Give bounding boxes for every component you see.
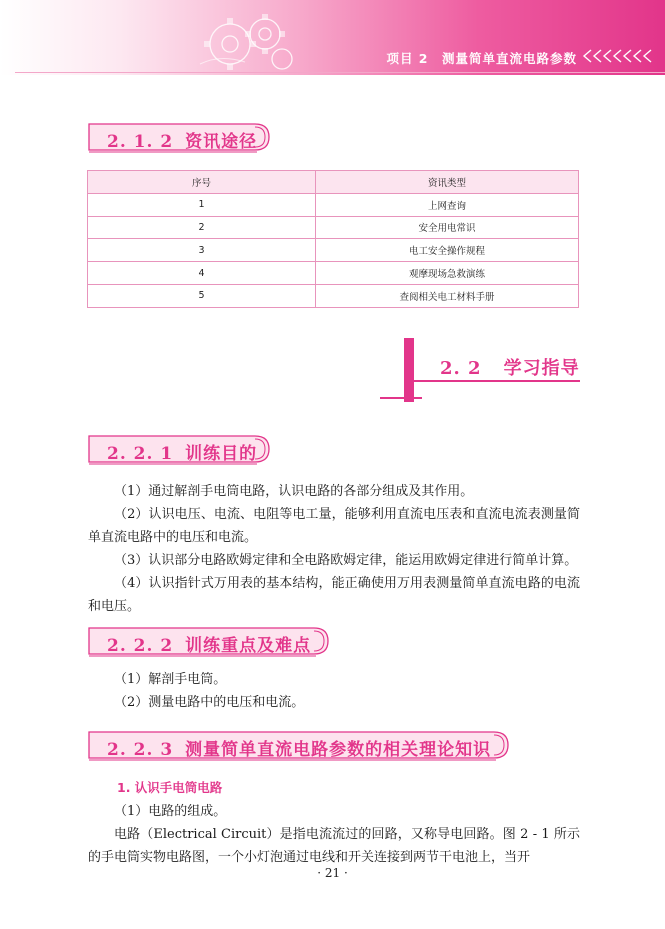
section-heading-2-2-2 — [87, 624, 332, 658]
table-cell: 观摩现场急救演练 — [316, 262, 579, 285]
paragraph-item: （1）通过解剖手电筒电路，认识电路的各部分组成及其作用。 — [114, 484, 474, 499]
section-title: 资讯途径 — [185, 132, 258, 152]
table-cell: 上网查询 — [316, 193, 579, 216]
table-cell: 安全用电常识 — [316, 216, 579, 239]
paragraph-item: （1）电路的组成。 — [114, 804, 227, 819]
section-heading-2-2-1 — [87, 432, 273, 466]
chapter-vertical-bar — [404, 338, 414, 402]
chevrons-left-icon — [581, 48, 653, 64]
paragraph-item: （4）认识指针式万用表的基本结构，能正确使用万用表测量简单直流电路的电流和电压。 — [88, 576, 580, 614]
paragraph-item: （2）测量电路中的电压和电流。 — [114, 695, 305, 710]
chapter-rule — [380, 397, 422, 399]
paragraph-item: （1）解剖手电筒。 — [114, 672, 227, 687]
chapter-heading-2-2 — [380, 338, 580, 402]
table-cell: 3 — [88, 239, 316, 262]
table-cell: 电工安全操作规程 — [316, 239, 579, 262]
table-header-cell: 资讯类型 — [316, 171, 579, 194]
table-header-row — [88, 171, 579, 194]
table-cell: 2 — [88, 216, 316, 239]
section-number: 2. 2. 3 — [107, 740, 174, 760]
section-heading-2-1-2 — [87, 120, 273, 154]
table-row — [88, 239, 579, 262]
table-row — [88, 193, 579, 216]
subsection-heading: 1. 认识手电筒电路 — [117, 780, 223, 795]
header-project-title: 项目 2 测量简单直流电路参数 — [386, 51, 577, 66]
page-header-band — [0, 0, 665, 75]
table-header-cell: 序号 — [88, 171, 316, 194]
body-paragraph: 电路（Electrical Circuit）是指电流流过的回路，又称导电回路。图 2 - 1 所示的手电筒实物电路图，一个小灯泡通过电线和开关连接到两节干电池上，当开 — [88, 827, 580, 865]
paragraph-item: （2）认识电压、电流、电阻等电工量，能够利用直流电压表和直流电流表测量简单直流电路中的电压和电流。 — [88, 507, 580, 545]
table-cell: 查阅相关电工材料手册 — [316, 284, 579, 307]
table-row — [88, 262, 579, 285]
section-number: 2. 2. 1 — [107, 444, 174, 464]
section-number: 2. 2. 2 — [107, 636, 174, 656]
section-title: 训练目的 — [185, 444, 258, 464]
table-row — [88, 216, 579, 239]
table-cell: 1 — [88, 193, 316, 216]
table-cell: 5 — [88, 284, 316, 307]
section-number: 2. 1. 2 — [107, 132, 174, 152]
header-divider — [15, 72, 665, 73]
paragraph-item: （3）认识部分电路欧姆定律和全电路欧姆定律，能运用欧姆定律进行简单计算。 — [114, 553, 578, 568]
section-title: 测量简单直流电路参数的相关理论知识 — [185, 740, 492, 760]
gear-decoration-icon — [190, 4, 300, 72]
section-heading-2-2-3 — [87, 728, 512, 762]
chapter-underline — [414, 380, 580, 382]
info-source-table — [87, 170, 579, 308]
table-cell: 4 — [88, 262, 316, 285]
chapter-number: 2. 2 — [440, 358, 482, 379]
section-title: 训练重点及难点 — [185, 636, 312, 656]
table-row — [88, 284, 579, 307]
page-number: · 21 · — [317, 866, 348, 880]
chapter-title: 学习指导 — [503, 358, 580, 379]
